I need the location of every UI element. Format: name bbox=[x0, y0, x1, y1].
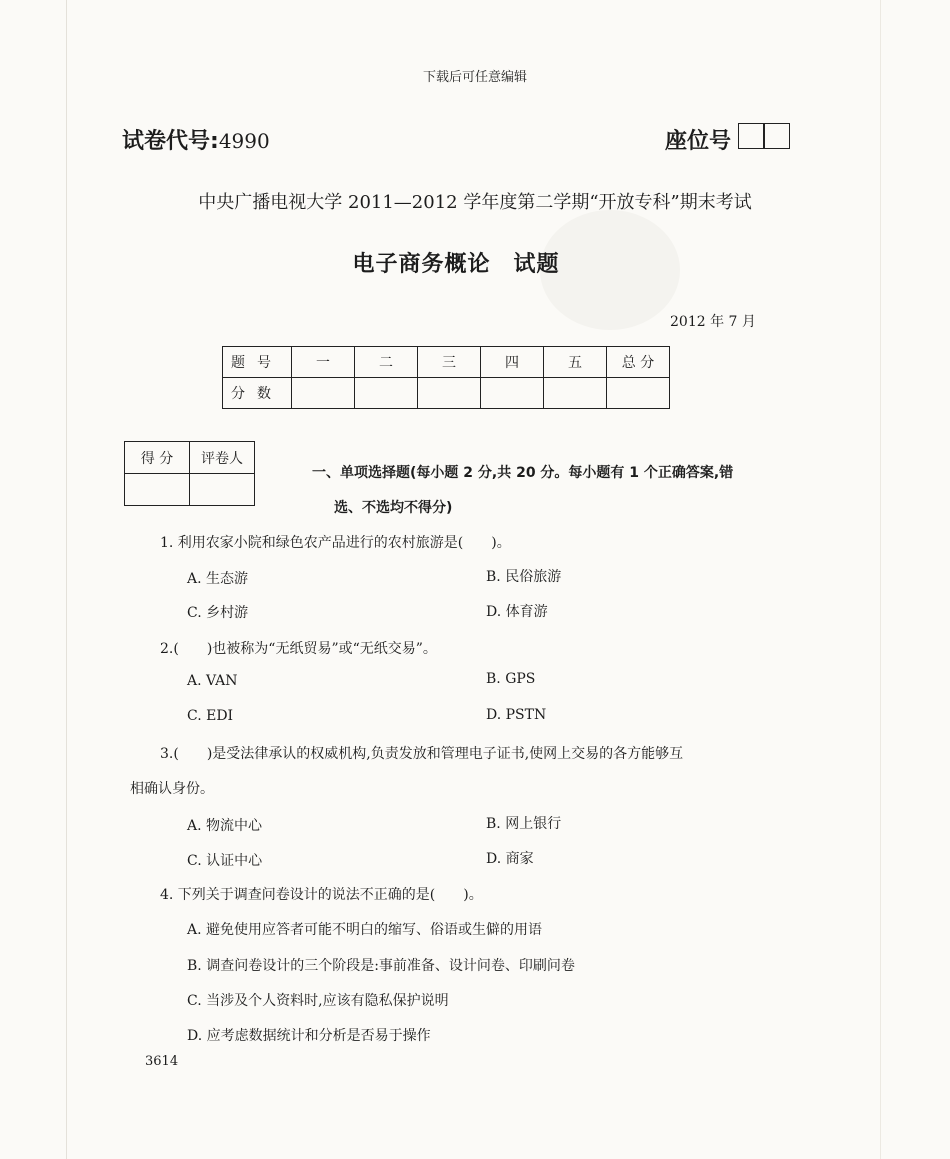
question-3-stem-cont: 相确认身份。 bbox=[130, 781, 214, 797]
grader-name-label: 评卷人 bbox=[190, 442, 255, 474]
page-number: 3614 bbox=[145, 1054, 179, 1069]
question-1-option-b: B. 民俗旅游 bbox=[486, 569, 562, 585]
score-value-label: 分数 bbox=[223, 378, 292, 409]
score-cell bbox=[418, 378, 481, 409]
score-table bbox=[222, 346, 670, 409]
question-3-stem: 3.( )是受法律承认的权威机构,负责发放和管理电子证书,使网上交易的各方能够互 bbox=[160, 746, 684, 762]
paper-code-label: 试卷代号: bbox=[122, 129, 219, 154]
score-table-header-row bbox=[223, 347, 670, 378]
exam-subtitle: 电子商务概论 试题 bbox=[352, 252, 560, 277]
section-heading: 一、单项选择题(每小题 2 分,共 20 分。每小题有 1 个正确答案,错 bbox=[312, 465, 734, 481]
paper-code bbox=[122, 124, 270, 155]
question-2-option-a: A. VAN bbox=[187, 673, 238, 689]
scan-edge-right bbox=[880, 0, 881, 1159]
score-cell bbox=[292, 378, 355, 409]
score-col-5: 五 bbox=[544, 347, 607, 378]
grader-name-cell bbox=[190, 474, 255, 506]
grader-score-cell bbox=[125, 474, 190, 506]
question-3-option-b: B. 网上银行 bbox=[486, 816, 562, 832]
question-4-stem: 4. 下列关于调查问卷设计的说法不正确的是( )。 bbox=[160, 887, 483, 903]
score-cell bbox=[544, 378, 607, 409]
score-col-1: 一 bbox=[292, 347, 355, 378]
seat-number-box bbox=[738, 123, 790, 149]
exam-title: 中央广播电视大学 2011—2012 学年度第二学期“开放专科”期末考试 bbox=[198, 192, 752, 213]
score-cell bbox=[607, 378, 670, 409]
question-3-option-c: C. 认证中心 bbox=[187, 853, 263, 869]
grader-score-label: 得 分 bbox=[125, 442, 190, 474]
question-1-stem: 1. 利用农家小院和绿色农产品进行的农村旅游是( )。 bbox=[160, 535, 511, 551]
question-4-option-b: B. 调查问卷设计的三个阶段是:事前准备、设计问卷、印刷问卷 bbox=[187, 958, 575, 974]
question-2-stem: 2.( )也被称为“无纸贸易”或“无纸交易”。 bbox=[160, 641, 437, 657]
question-2-option-d: D. PSTN bbox=[486, 707, 547, 723]
grader-box bbox=[124, 441, 255, 506]
question-4-option-a: A. 避免使用应答者可能不明白的缩写、俗语或生僻的用语 bbox=[187, 922, 543, 938]
question-4-option-c: C. 当涉及个人资料时,应该有隐私保护说明 bbox=[187, 993, 449, 1009]
scan-edge-left bbox=[66, 0, 67, 1159]
score-col-2: 二 bbox=[355, 347, 418, 378]
question-4-option-d: D. 应考虑数据统计和分析是否易于操作 bbox=[187, 1028, 431, 1044]
seat-box-divider bbox=[763, 124, 765, 148]
section-heading-cont: 选、不选均不得分) bbox=[334, 500, 453, 516]
score-col-4: 四 bbox=[481, 347, 544, 378]
paper-code-number: 4990 bbox=[218, 129, 270, 153]
score-row-label: 题号 bbox=[223, 347, 292, 378]
score-col-3: 三 bbox=[418, 347, 481, 378]
header-note: 下载后可任意编辑 bbox=[422, 70, 527, 85]
seat-label: 座位号 bbox=[665, 129, 732, 154]
question-1-option-c: C. 乡村游 bbox=[187, 605, 249, 621]
score-cell bbox=[481, 378, 544, 409]
question-2-option-c: C. EDI bbox=[187, 708, 234, 724]
question-1-option-d: D. 体育游 bbox=[486, 604, 548, 620]
question-2-option-b: B. GPS bbox=[486, 671, 536, 687]
exam-date: 2012 年 7 月 bbox=[670, 314, 756, 330]
score-cell bbox=[355, 378, 418, 409]
question-1-option-a: A. 生态游 bbox=[187, 571, 249, 587]
question-3-option-d: D. 商家 bbox=[486, 851, 534, 867]
score-col-total: 总 分 bbox=[607, 347, 670, 378]
question-3-option-a: A. 物流中心 bbox=[187, 818, 263, 834]
score-table-value-row bbox=[223, 378, 670, 409]
